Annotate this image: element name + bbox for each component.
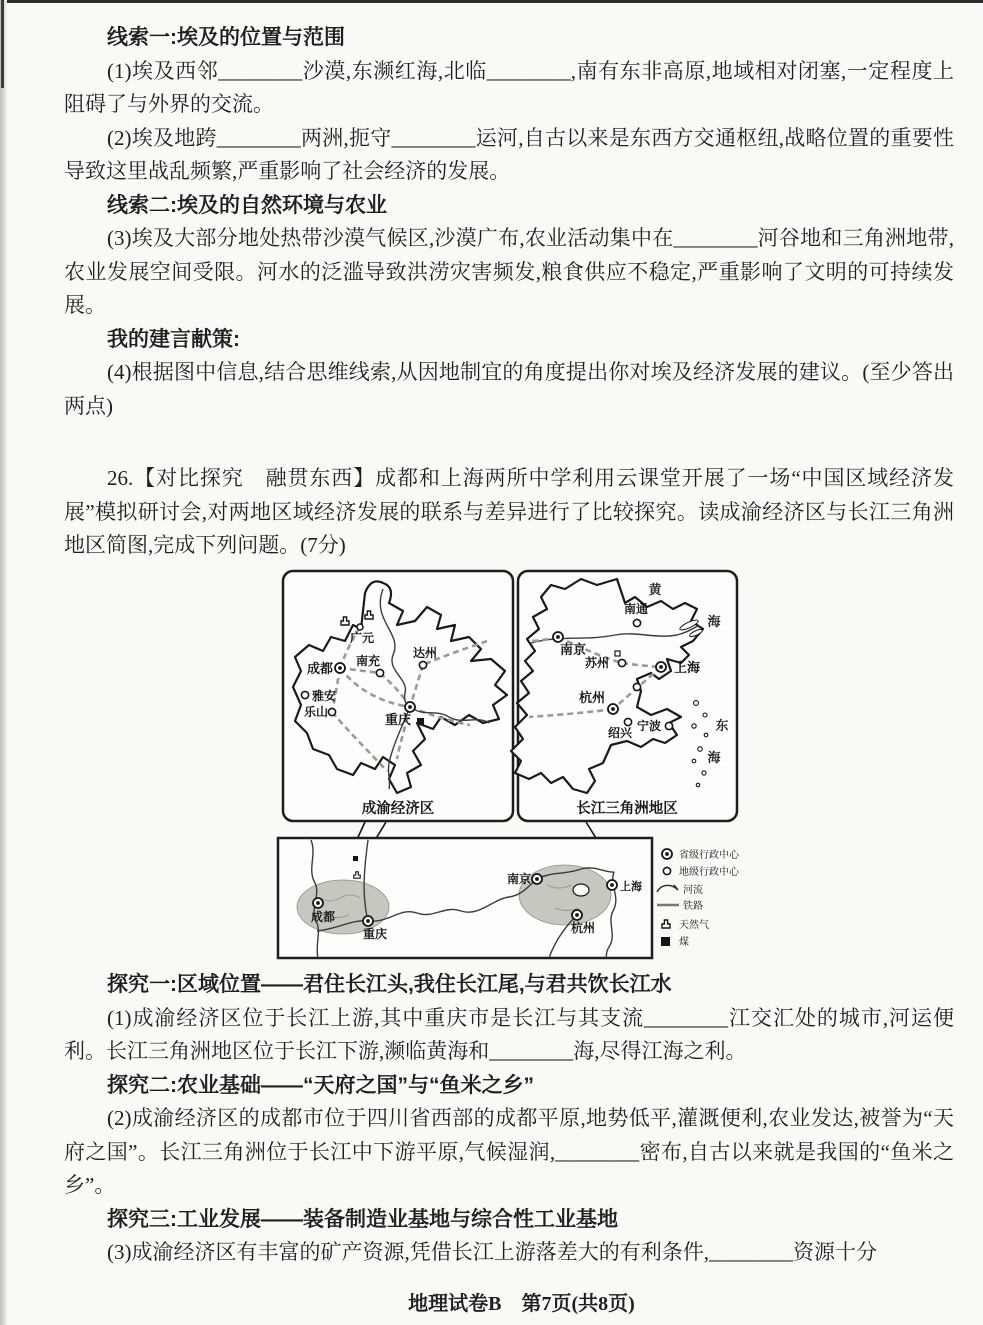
region-maps-figure <box>265 563 765 965</box>
q25-item3-text: (3)埃及大部分地处热带沙漠气候区,沙漠广布,农业活动集中在________河谷地和三角洲地带,农业发展空间受限。河水的泛滥导致洪涝灾害频发,粮食供应不稳定,严重影响了文明的可持续发展。 <box>64 226 954 317</box>
legend-provincial-label: 省级行政中心 <box>679 850 739 861</box>
taihu-lake <box>573 884 589 896</box>
city-dot <box>633 683 640 690</box>
overview-label-chongqing: 重庆 <box>362 927 388 941</box>
chengyu-map <box>283 571 513 821</box>
city-dot-nanchong <box>376 669 383 676</box>
city-label-chongqing: 重庆 <box>384 712 412 727</box>
provincial-center-icon-hangzhou <box>608 704 618 714</box>
legend-railway-label: 铁路 <box>683 901 703 912</box>
map-legend <box>657 848 740 948</box>
legend-gas-label: 天然气 <box>679 920 709 931</box>
q26-item1-text: (1)成渝经济区位于长江上游,其中重庆市是长江与其支流________江交汇处的城市,河运便利。长江三角洲地区位于长江下游,濒临黄海和________海,尽得江海之利。 <box>64 1005 954 1063</box>
provincial-center-icon-chongqing <box>363 916 373 926</box>
city-label-yaan: 雅安 <box>312 689 337 703</box>
city-label-ningbo: 宁波 <box>636 719 661 733</box>
page-footer: 地理试卷B 第7页(共8页) <box>408 1293 635 1315</box>
provincial-center-icon-nanjing <box>532 874 542 884</box>
city-label-nantong: 南通 <box>623 602 649 616</box>
provincial-center-icon-chengdu <box>313 898 323 908</box>
city-dot-yaan <box>301 691 308 698</box>
q26-item3-text: (3)成渝经济区有丰富的矿产资源,凭借长江上游落差大的有利条件,________资源十分 <box>107 1240 877 1264</box>
city-label-suzhou: 苏州 <box>584 656 609 670</box>
city-label-shaoxing: 绍兴 <box>607 726 633 740</box>
sea-label-east-2: 海 <box>707 750 721 765</box>
question-25-section <box>64 21 954 423</box>
chengyu-map-caption: 成渝经济区 <box>361 801 435 817</box>
legend-river-label: 河流 <box>683 885 703 896</box>
explore3-heading: 探究三:工业发展——装备制造业基地与综合性工业基地 <box>107 1207 618 1231</box>
legend-coal-icon <box>661 937 670 946</box>
delta-map <box>511 571 737 821</box>
city-label-nanchong: 南充 <box>355 654 381 668</box>
city-label-guangyuan: 广元 <box>349 631 375 645</box>
legend-gas-icon <box>662 920 670 928</box>
q25-item4-text: (4)根据图中信息,结合思维线索,从因地制宜的角度提出你对埃及经济发展的建议。(至少答出两点) <box>64 360 954 418</box>
clue1-heading: 线索一:埃及的位置与范围 <box>107 26 345 49</box>
q25-item2-text: (2)埃及地跨________两洲,扼守________运河,自古以来是东西方交通枢纽,战略位置的重要性导致这里战乱频繁,严重影响了社会经济的发展。 <box>64 125 954 183</box>
legend-prefectural-label: 地级行政中心 <box>679 867 739 878</box>
sea-label-yellow-1: 黄 <box>648 582 662 597</box>
legend-coal-label: 煤 <box>679 937 689 948</box>
city-label-dazhou: 达州 <box>412 646 438 660</box>
q26-intro-text: 26.【对比探究 融贯东西】成都和上海两所中学利用云课堂开展了一场“中国区域经济发展”模拟研讨会,对两地区域经济发展的联系与差异进行了比较探究。读成渝经济区与长江三角洲地区简图,完成下列问题。(7分) <box>64 466 954 557</box>
chengyu-zone-shaded <box>297 880 389 934</box>
overview-label-chengdu: 成都 <box>310 910 336 924</box>
scan-edge-left <box>0 0 7 1325</box>
coal-icon <box>417 718 424 725</box>
advice-heading: 我的建言献策: <box>107 327 240 351</box>
city-dot-nantong <box>633 619 640 626</box>
delta-map-caption: 长江三角洲地区 <box>576 801 678 817</box>
overview-map <box>278 838 652 958</box>
overview-label-hangzhou: 杭州 <box>570 921 596 935</box>
legend-prefectural-center-icon <box>663 867 670 874</box>
city-dot-ningbo <box>665 722 672 729</box>
city-label-shanghai: 上海 <box>674 660 701 675</box>
legend-river-icon <box>657 885 678 892</box>
provincial-center-icon-hangzhou <box>572 910 582 920</box>
scan-edge-left-dark <box>1 0 4 88</box>
overview-label-shanghai: 上海 <box>620 881 642 893</box>
city-dot-dazhou <box>419 661 426 668</box>
provincial-center-icon-shanghai <box>607 880 617 890</box>
coal-icon <box>353 856 358 861</box>
explore2-heading: 探究二:农业基础——“天府之国”与“鱼米之乡” <box>107 1073 534 1097</box>
city-dot-shaoxing <box>624 718 631 725</box>
explore1-heading: 探究一:区域位置——君住长江头,我住长江尾,与君共饮长江水 <box>107 973 672 996</box>
city-label-nanjing: 南京 <box>559 642 587 657</box>
scan-edge-top <box>0 0 983 3</box>
city-square <box>615 651 620 656</box>
city-dot-guangyuan <box>357 624 363 630</box>
provincial-center-icon-nanjing <box>553 632 563 642</box>
provincial-center-icon-chongqing <box>405 702 415 712</box>
q26-item2-text: (2)成渝经济区的成都市位于四川省西部的成都平原,地势低平,灌溉便利,农业发达,被誉为“天府之国”。长江三角洲位于长江中下游平原,气候湿润,________密布,自古以来就是我国的“鱼米之乡”。 <box>64 1106 954 1197</box>
provincial-center-icon-chengdu <box>335 663 345 673</box>
q25-item1-text: (1)埃及西邻________沙漠,东濒红海,北临________,南有东非高原,地域相对闭塞,一定程度上阻碍了与外界的交流。 <box>64 58 954 116</box>
city-label-hangzhou: 杭州 <box>578 690 605 705</box>
city-label-chengdu: 成都 <box>306 661 333 676</box>
delta-zone-shaded <box>519 865 611 925</box>
city-dot-suzhou <box>618 659 625 666</box>
sea-label-east-1: 东 <box>715 718 729 733</box>
city-dot-leshan <box>328 708 335 715</box>
question-26-items <box>64 968 954 1270</box>
sea-label-yellow-2: 海 <box>707 614 721 629</box>
question-26-intro <box>64 462 954 563</box>
city-label-leshan: 乐山 <box>303 705 328 719</box>
legend-provincial-center-icon <box>662 849 672 859</box>
provincial-center-icon-shanghai <box>656 662 666 672</box>
clue2-heading: 线索二:埃及的自然环境与农业 <box>107 193 387 217</box>
overview-label-nanjing: 南京 <box>506 872 531 886</box>
